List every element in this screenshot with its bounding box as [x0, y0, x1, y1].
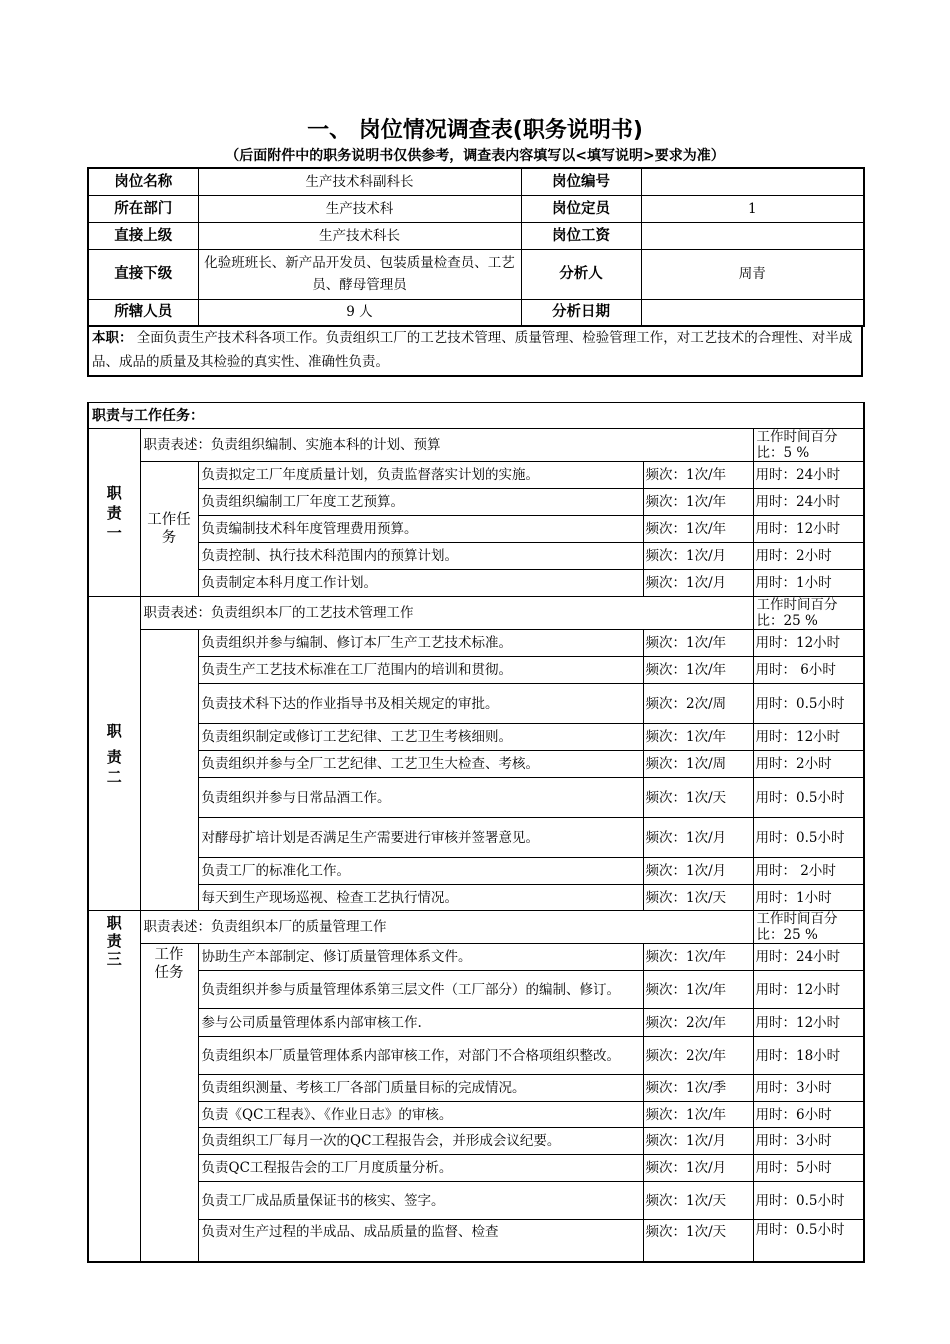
row-subordinate: [88, 249, 864, 299]
task-time: 用时：12小时: [753, 630, 864, 657]
task-time: 用时：24小时: [753, 489, 864, 516]
task-text: 负责《QC工程表》、《作业日志》的审核。: [198, 1102, 643, 1128]
table-row: [88, 944, 864, 971]
task-time: 用时：12小时: [753, 724, 864, 751]
task-text: 负责组织并参与日常品酒工作。: [198, 778, 643, 818]
date-label: 分析日期: [521, 299, 641, 326]
task-text: 负责组织并参与质量管理体系第三层文件（工厂部分）的编制、修订。: [198, 971, 643, 1009]
table-row: [88, 1182, 864, 1220]
resp3-name: 职 责 三: [88, 911, 140, 1262]
task-text: 负责组织编制工厂年度工艺预算。: [198, 489, 643, 516]
table-row: [88, 630, 864, 657]
task-freq: 频次：1次/季: [643, 1075, 753, 1102]
table-row: [88, 858, 864, 885]
row-superior: [88, 222, 864, 249]
task-time: 用时：0.5小时: [753, 818, 864, 858]
duty-label: 本职：: [92, 330, 133, 347]
task-text: 负责编制技术科年度管理费用预算。: [198, 516, 643, 543]
subordinate-label: 直接下级: [88, 249, 198, 299]
responsibilities-label: 职责与工作任务：: [88, 403, 864, 429]
superior-label: 直接上级: [88, 222, 198, 249]
task-text: 负责制定本科月度工作计划。: [198, 570, 643, 597]
task-text: 负责工厂的标准化工作。: [198, 858, 643, 885]
quota-label: 岗位定员: [521, 195, 641, 222]
page-subtitle: （后面附件中的职务说明书仅供参考，调查表内容填写以<填写说明>要求为准）: [225, 148, 725, 164]
row-position-name: [88, 168, 864, 195]
table-row: [88, 971, 864, 1009]
table-row: [88, 1220, 864, 1262]
analyst-value: 周青: [641, 249, 864, 299]
table-row: [88, 751, 864, 778]
table-row: [88, 885, 864, 911]
staff-value: 9 人: [198, 299, 521, 326]
task-freq: 频次：1次/月: [643, 1155, 753, 1182]
resp2-name: 职 责 二: [88, 597, 140, 911]
position-no-label: 岗位编号: [521, 168, 641, 195]
task-time: 用时：5小时: [753, 1155, 864, 1182]
task-freq: 频次：1次/月: [643, 570, 753, 597]
task-text: 协助生产本部制定、修订质量管理体系文件。: [198, 944, 643, 971]
superior-value: 生产技术科长: [198, 222, 521, 249]
task-time: 用时：3小时: [753, 1128, 864, 1155]
task-time: 用时：2小时: [753, 543, 864, 570]
task-time: 用时：24小时: [753, 944, 864, 971]
task-freq: 频次：1次/月: [643, 858, 753, 885]
task-text: 负责组织工厂每月一次的QC工程报告会，并形成会议纪要。: [198, 1128, 643, 1155]
task-text: 负责技术科下达的作业指导书及相关规定的审批。: [198, 684, 643, 724]
staff-label: 所辖人员: [88, 299, 198, 326]
task-freq: 频次：1次/年: [643, 516, 753, 543]
resp1-task-label: 工作任务: [140, 462, 198, 597]
task-time: 用时：0.5小时: [753, 778, 864, 818]
table-row: [88, 1102, 864, 1128]
table-row: [88, 684, 864, 724]
task-time: 用时：12小时: [753, 1009, 864, 1037]
task-time: 用时：0.5小时: [753, 1220, 864, 1262]
resp2-pct: 工作时间百分比：25 %: [753, 597, 864, 630]
task-time: 用时： 6小时: [753, 657, 864, 684]
task-freq: 频次：1次/年: [643, 944, 753, 971]
task-time: 用时：1小时: [753, 570, 864, 597]
task-text: 每天到生产现场巡视、检查工艺执行情况。: [198, 885, 643, 911]
task-freq: 频次：1次/天: [643, 1182, 753, 1220]
task-text: 对酵母扩培计划是否满足生产需要进行审核并签署意见。: [198, 818, 643, 858]
table-row: [88, 1128, 864, 1155]
department-value: 生产技术科: [198, 195, 521, 222]
table-row: [88, 543, 864, 570]
table-row: [88, 570, 864, 597]
task-time: 用时：18小时: [753, 1037, 864, 1075]
task-freq: 频次：1次/天: [643, 778, 753, 818]
task-text: 负责拟定工厂年度质量计划，负责监督落实计划的实施。: [198, 462, 643, 489]
quota-value: 1: [641, 195, 864, 222]
subordinate-value: 化验班班长、新产品开发员、包装质量检查员、工艺员、酵母管理员: [198, 249, 521, 299]
task-freq: 频次：1次/年: [643, 630, 753, 657]
task-text: 负责对生产过程的半成品、成品质量的监督、检查: [198, 1220, 643, 1262]
task-freq: 频次：1次/年: [643, 657, 753, 684]
responsibilities-table: [87, 402, 865, 1263]
resp3-desc: 职责表述：负责组织本厂的质量管理工作: [140, 911, 753, 944]
task-freq: 频次：1次/年: [643, 489, 753, 516]
task-text: 负责组织本厂质量管理体系内部审核工作，对部门不合格项组织整改。: [198, 1037, 643, 1075]
salary-value: [641, 222, 864, 249]
duty-text: 全面负责生产技术科各项工作。负责组织工厂的工艺技术管理、质量管理、检验管理工作，对工艺技术的合理性、对半成品、成品的质量及其检验的真实性、准确性负责。: [92, 330, 853, 371]
task-freq: 频次：1次/年: [643, 724, 753, 751]
task-time: 用时：24小时: [753, 462, 864, 489]
task-freq: 频次：1次/天: [643, 885, 753, 911]
resp2-desc-row: [88, 597, 864, 630]
resp2-task-label: [140, 630, 198, 911]
task-freq: 频次：1次/月: [643, 1128, 753, 1155]
task-time: 用时：0.5小时: [753, 684, 864, 724]
task-time: 用时：12小时: [753, 971, 864, 1009]
task-freq: 频次：1次/月: [643, 543, 753, 570]
task-freq: 频次：1次/天: [643, 1220, 753, 1262]
task-time: 用时：6小时: [753, 1102, 864, 1128]
task-freq: 频次：1次/年: [643, 971, 753, 1009]
task-time: 用时：12小时: [753, 516, 864, 543]
task-text: 负责生产工艺技术标准在工厂范围内的培训和贯彻。: [198, 657, 643, 684]
duty-summary-cell: [88, 326, 862, 376]
resp2-desc: 职责表述：负责组织本厂的工艺技术管理工作: [140, 597, 753, 630]
task-text: 负责组织并参与全厂工艺纪律、工艺卫生大检查、考核。: [198, 751, 643, 778]
basic-info-table: [87, 167, 865, 327]
table-row: [88, 462, 864, 489]
duty-summary-table: [87, 325, 863, 377]
task-time: 用时：1小时: [753, 885, 864, 911]
row-staff: [88, 299, 864, 326]
task-time: 用时：0.5小时: [753, 1182, 864, 1220]
table-row: [88, 724, 864, 751]
table-row: [88, 657, 864, 684]
task-freq: 频次：2次/年: [643, 1037, 753, 1075]
row-department: [88, 195, 864, 222]
table-row: [88, 1009, 864, 1037]
salary-label: 岗位工资: [521, 222, 641, 249]
department-label: 所在部门: [88, 195, 198, 222]
table-row: [88, 516, 864, 543]
analyst-label: 分析人: [521, 249, 641, 299]
table-row: [88, 1037, 864, 1075]
task-freq: 频次：1次/月: [643, 818, 753, 858]
task-freq: 频次：2次/年: [643, 1009, 753, 1037]
table-row: [88, 1155, 864, 1182]
resp3-task-label: 工作任务: [140, 944, 198, 1262]
task-freq: 频次：1次/周: [643, 751, 753, 778]
task-text: 负责组织并参与编制、修订本厂生产工艺技术标准。: [198, 630, 643, 657]
task-text: 负责QC工程报告会的工厂月度质量分析。: [198, 1155, 643, 1182]
position-no-value: [641, 168, 864, 195]
table-row: [88, 818, 864, 858]
table-row: [88, 1075, 864, 1102]
table-row: [88, 778, 864, 818]
resp1-desc-row: [88, 429, 864, 462]
resp3-pct: 工作时间百分比：25 %: [753, 911, 864, 944]
task-freq: 频次：2次/周: [643, 684, 753, 724]
task-time: 用时：2小时: [753, 751, 864, 778]
position-name-value: 生产技术科副科长: [198, 168, 521, 195]
resp3-desc-row: [88, 911, 864, 944]
task-text: 负责工厂成品质量保证书的核实、签字。: [198, 1182, 643, 1220]
task-text: 负责组织测量、考核工厂各部门质量目标的完成情况。: [198, 1075, 643, 1102]
task-freq: 频次：1次/年: [643, 1102, 753, 1128]
task-time: 用时： 2小时: [753, 858, 864, 885]
task-time: 用时：3小时: [753, 1075, 864, 1102]
date-value: [641, 299, 864, 326]
task-freq: 频次：1次/年: [643, 462, 753, 489]
page-title: 一、 岗位情况调查表(职务说明书): [307, 118, 643, 143]
resp1-name: 职 责 一: [88, 429, 140, 597]
position-name-label: 岗位名称: [88, 168, 198, 195]
task-text: 参与公司质量管理体系内部审核工作.: [198, 1009, 643, 1037]
responsibilities-header-row: [88, 403, 864, 429]
task-text: 负责控制、执行技术科范围内的预算计划。: [198, 543, 643, 570]
resp1-desc: 职责表述：负责组织编制、实施本科的计划、预算: [140, 429, 753, 462]
resp1-pct: 工作时间百分比：5 %: [753, 429, 864, 462]
task-text: 负责组织制定或修订工艺纪律、工艺卫生考核细则。: [198, 724, 643, 751]
table-row: [88, 489, 864, 516]
